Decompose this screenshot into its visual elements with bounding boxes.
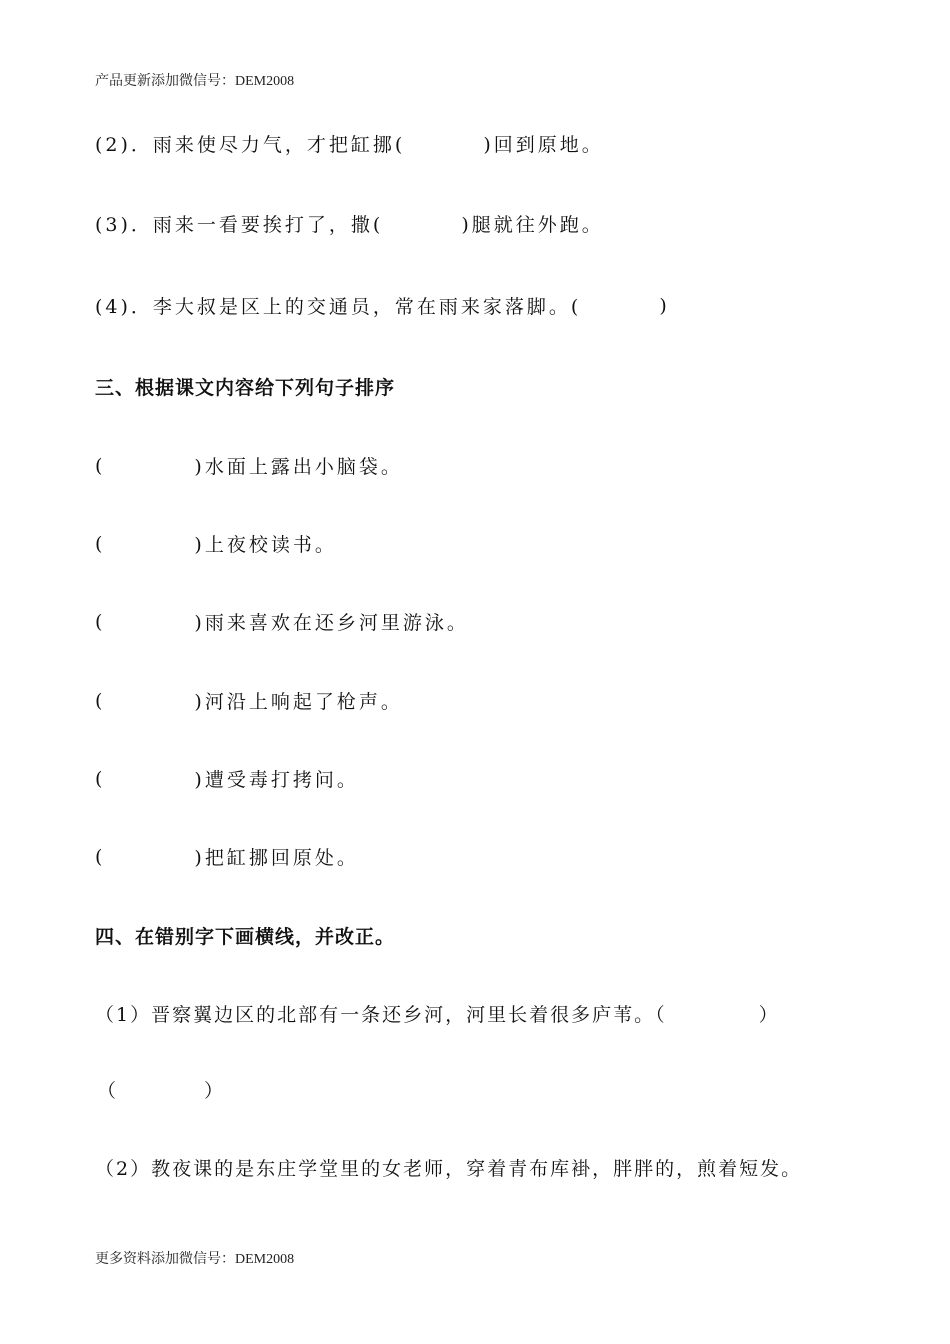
- open-paren: (: [95, 610, 103, 633]
- order-item: [95, 530, 337, 557]
- order-item: [95, 608, 469, 635]
- open-paren: (: [95, 532, 103, 555]
- order-text: )河沿上响起了枪声。: [194, 691, 403, 713]
- page-footer: 更多资料添加微信号：DEM2008: [95, 1252, 295, 1267]
- order-item: [95, 843, 359, 870]
- close-paren: ）: [204, 1080, 227, 1102]
- open-paren: (: [95, 689, 103, 712]
- order-item: [95, 687, 403, 714]
- correction-item-1: [95, 1000, 780, 1027]
- fill-question-3: [95, 210, 604, 237]
- open-paren: (: [95, 767, 103, 790]
- order-text: )雨来喜欢在还乡河里游泳。: [194, 612, 469, 634]
- section-4-heading: 四、在错别字下画横线，并改正。: [95, 926, 396, 948]
- page-header: 产品更新添加微信号：DEM2008: [95, 74, 295, 89]
- fill-question-4: [95, 292, 670, 319]
- question-text: (4)．李大叔是区上的交通员，常在雨来家落脚。(: [95, 296, 582, 318]
- open-paren: (: [95, 454, 103, 477]
- order-text: )上夜校读书。: [194, 534, 337, 556]
- correction-item-2: [95, 1154, 802, 1181]
- fill-question-2: [95, 130, 604, 157]
- correction-text: （2）教夜课的是东庄学堂里的女老师，穿着青布库褂，胖胖的，煎着短发。: [95, 1158, 803, 1180]
- question-text: (2)．雨来使尽力气，才把缸挪(: [95, 134, 406, 156]
- order-text: )水面上露出小脑袋。: [194, 456, 403, 478]
- order-item: [95, 452, 403, 479]
- close-paren: ）: [758, 1004, 780, 1026]
- order-text: )把缸挪回原处。: [194, 847, 359, 869]
- question-text: (3)．雨来一看要挨打了，撒(: [95, 214, 384, 236]
- correction-item-1-answer: [97, 1076, 226, 1103]
- open-paren: (: [95, 845, 103, 868]
- section-3-heading: 三、根据课文内容给下列句子排序: [95, 377, 396, 399]
- question-text-end: )回到原地。: [483, 134, 604, 156]
- order-text: )遭受毒打拷问。: [194, 769, 359, 791]
- order-item: [95, 765, 359, 792]
- question-text-end: ): [659, 294, 670, 317]
- question-text-end: )腿就往外跑。: [461, 214, 604, 236]
- open-paren: （: [97, 1080, 120, 1102]
- correction-text: （1）晋察翼边区的北部有一条还乡河，河里长着很多庐苇。（: [95, 1004, 667, 1026]
